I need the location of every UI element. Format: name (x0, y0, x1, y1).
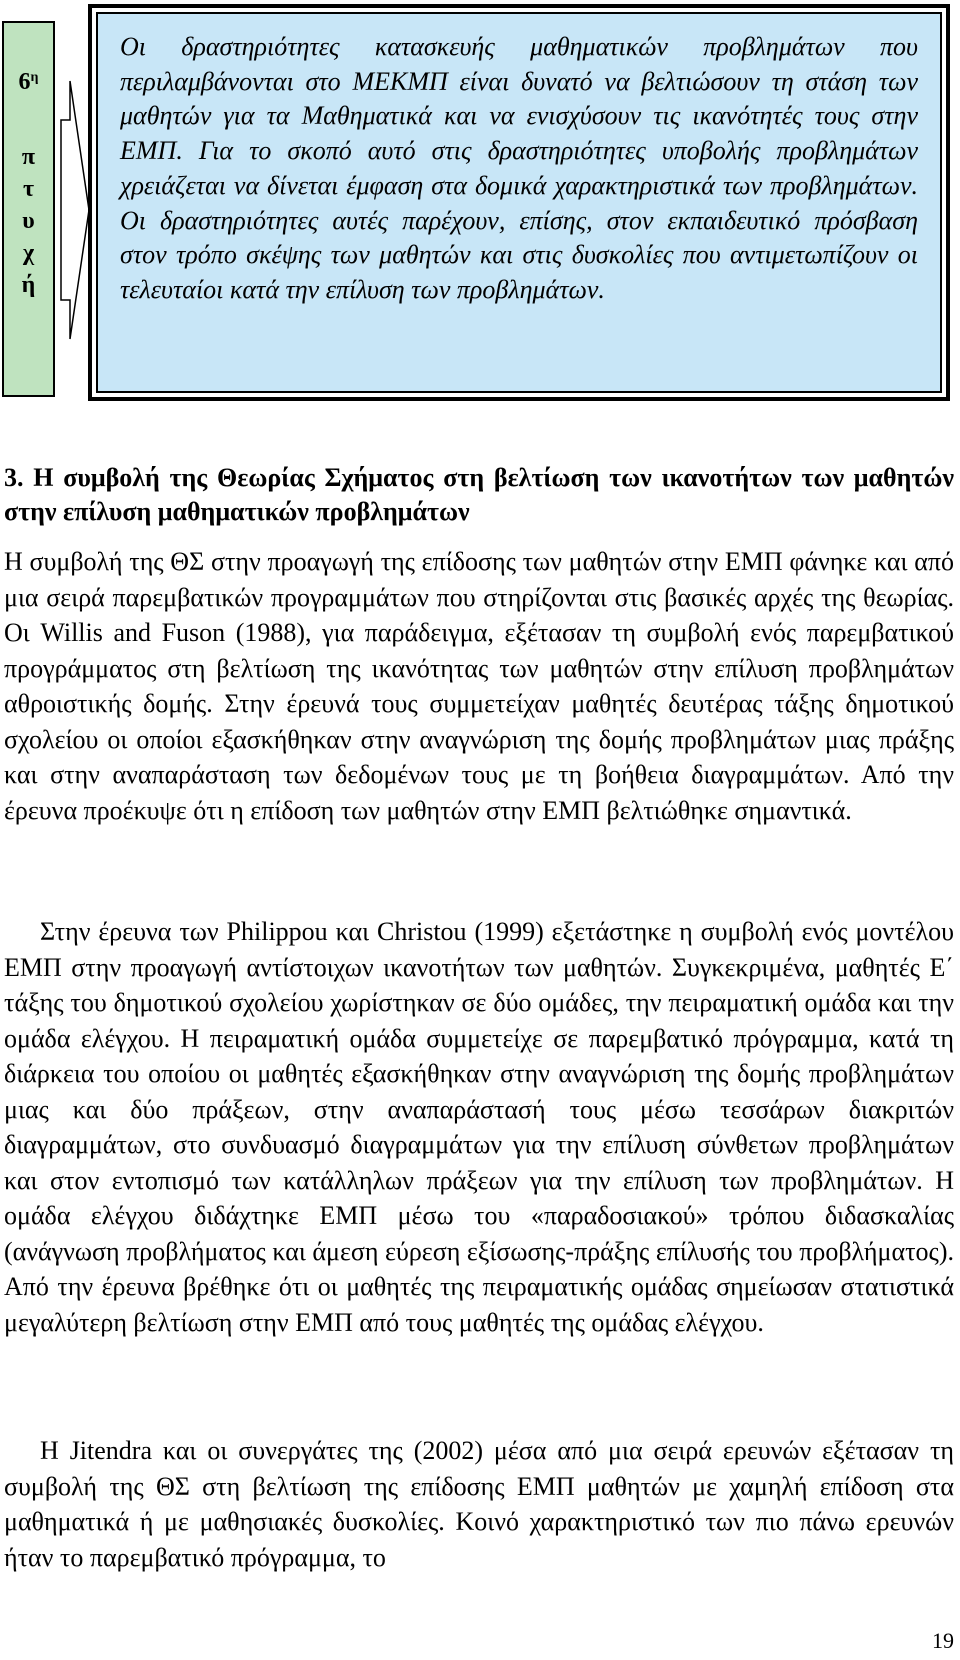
body-paragraph: Στην έρευνα των Philippou και Christou (1999) εξετάστηκε η συμβολή ενός μοντέλου ΕΜΠ στην προαγωγή αντίστοιχων ικανοτήτων των μαθητών. Συγκεκριμένα, μαθητές Ε΄ τάξης του δημοτικού σχολείου χωρίστηκαν σε δύο ομάδες, την πειραματική ομάδα και την ομάδα ελέγχου. Η πειραματική ομάδα συμμετείχε σε παρεμβατικό πρόγραμμα, κατά τη διάρκεια του οποίου οι μαθητές εξασκήθηκαν στην αναγνώριση της δομής προβλημάτων μιας και δύο πράξεων, στην αναπαράστασή τους μέσω τεσσάρων διακριτών διαγραμμάτων, στο συνδυασμό διαγραμμάτων για την επίλυση σύνθετων προβλημάτων και στον εντοπισμό των κατάλληλων πράξεων για την επίλυση των προβλημάτων. Η ομάδα ελέγχου διδάχτηκε ΕΜΠ μέσω του «παραδοσιακού» τρόπου διδασκαλίας (ανάγνωση προβλήματος και άμεση εύρεση εξίσωσης-πράξης επίλυσής του προβλήματος). Από την έρευνα βρέθηκε ότι οι μαθητές της πειραματικής ομάδας σημείωσαν στατιστικά μεγαλύτερη βελτίωση στην ΕΜΠ από τους μαθητές της ομάδας ελέγχου. (4, 917, 954, 1337)
side-label-letter: ή (21, 272, 36, 298)
side-label-ordinal (4, 69, 53, 96)
side-label-letter: π (21, 144, 36, 170)
body-paragraph: Η Jitendra και οι συνεργάτες της (2002) μέσα από μια σειρά ερευνών εξέτασαν τη συμβολή της ΘΣ στη βελτίωση της επίδοσης ΕΜΠ μαθητών με χαμηλή επίδοση στα μαθηματικά ή με μαθησιακές δυσκολίες. Κοινό χαρακτηριστικό των πιο πάνω ερευνών ήταν το παρεμβατικό πρόγραμμα, το (4, 1436, 954, 1572)
section-heading: 3. Η συμβολή της Θεωρίας Σχήματος στη βελτίωση των ικανοτήτων των μαθητών στην επίλυση μαθηματικών προβλημάτων (4, 463, 954, 526)
side-label-letter: χ (22, 240, 35, 266)
body-paragraph: Η συμβολή της ΘΣ στην προαγωγή της επίδοσης των μαθητών στην ΕΜΠ φάνηκε και από μια σειρά παρεμβατικών προγραμμάτων που στηρίζονται στις βασικές αρχές της θεωρίας. Οι Willis and Fuson (1988), για παράδειγμα, εξέτασαν τη συμβολή ενός παρεμβατικού προγράμματος στη βελτίωση της ικανότητας των μαθητών στην επίλυση προβλημάτων αθροιστικής δομής. Στην έρευνά τους συμμετείχαν μαθητές δευτέρας τάξης δημοτικού σχολείου οι οποίοι εξασκήθηκαν στην αναγνώριση της δομής προβλημάτων μιας πράξης και στην αναπαράσταση των δεδομένων τους με τη βοήθεια διαγραμμάτων. Από την έρευνα προέκυψε ότι η επίδοση των μαθητών στην ΕΜΠ βελτιώθηκε σημαντικά. (4, 547, 954, 825)
callout-box (88, 4, 950, 401)
arrow-right-icon (60, 80, 90, 340)
side-label-letter: υ (22, 208, 35, 234)
side-label-letter: τ (22, 176, 35, 202)
ordinal-superscript: η (30, 70, 39, 85)
ordinal-number: 6 (18, 69, 31, 95)
side-label-box (2, 21, 55, 397)
callout-text: Οι δραστηριότητες κατασκευής μαθηματικών προβλημάτων που περιλαμβάνονται στο ΜΕΚΜΠ είναι δυνατό να βελτιώσουν τη στάση των μαθητών για τα Μαθηματικά και να ενισχύσουν τις ικανότητές τους στην ΕΜΠ. Για το σκοπό αυτό στις δραστηριότητες υποβολής προβλημάτων χρειάζεται να δίνεται έμφαση στα δομικά χαρακτηριστικά των προβλημάτων. Οι δραστηριότητες αυτές παρέχουν, επίσης, στον εκπαιδευτικό πρόσβαση στον τρόπο σκέψης των μαθητών και στις δυσκολίες που αντιμετωπίζουν οι τελευταίοι κατά την επίλυση των προβλημάτων. (120, 32, 918, 304)
callout-inner (96, 12, 942, 393)
page-number: 19 (932, 1628, 954, 1653)
side-label-letters (4, 141, 53, 301)
